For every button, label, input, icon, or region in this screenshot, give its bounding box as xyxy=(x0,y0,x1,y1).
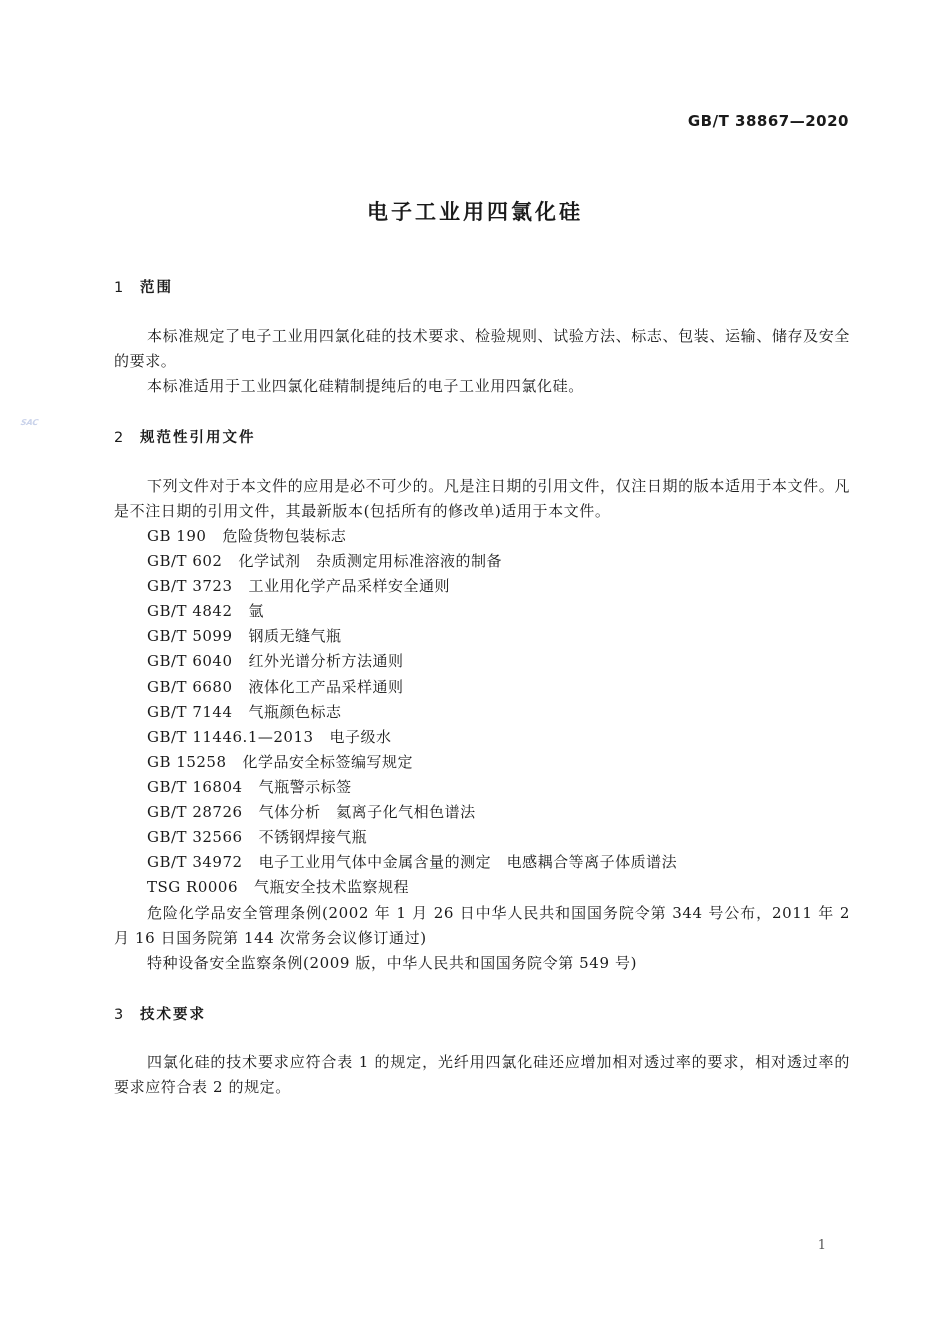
reference-name: 危险货物包装标志 xyxy=(222,527,347,545)
reference-code: GB/T 16804 xyxy=(147,777,243,796)
reference-item xyxy=(147,800,677,825)
reference-name: 气瓶颜色标志 xyxy=(248,702,342,721)
reference-code: TSG R0006 xyxy=(147,878,238,897)
reference-name: 工业用化学产品采样安全通则 xyxy=(248,577,451,596)
reference-name: 气体分析 氦离子化气相色谱法 xyxy=(258,803,476,822)
sac-watermark: SAC xyxy=(20,418,40,427)
normative-references-list xyxy=(147,524,677,900)
regulation-item: 危险化学品安全管理条例(2002 年 1 月 26 日中华人民共和国国务院令第 344 号公布，2011 年 2 月 16 日国务院第 144 次常务会议修订通过) xyxy=(114,904,850,947)
reference-name: 氩 xyxy=(248,602,265,621)
reference-code: GB/T 4842 xyxy=(147,602,233,621)
reference-item xyxy=(147,649,677,674)
section-2-heading xyxy=(114,426,256,447)
reference-code: GB/T 3723 xyxy=(147,577,233,596)
section-title: 规范性引用文件 xyxy=(140,430,256,446)
section-number: 3 xyxy=(114,1007,126,1023)
section-1-paragraph-2: 本标准适用于工业四氯化硅精制提纯后的电子工业用四氯化硅。 xyxy=(147,377,584,395)
regulation-item: 特种设备安全监察条例(2009 版，中华人民共和国国务院令第 549 号) xyxy=(147,954,638,972)
section-title: 技术要求 xyxy=(140,1007,206,1023)
reference-name: 钢质无缝气瓶 xyxy=(248,627,342,646)
section-3-heading xyxy=(114,1003,206,1024)
standard-code: GB/T 38867—2020 xyxy=(687,112,849,130)
reference-item xyxy=(147,725,677,750)
reference-code: GB/T 34972 xyxy=(147,853,243,872)
reference-code: GB/T 11446.1—2013 xyxy=(147,727,314,746)
reference-name: 气瓶警示标签 xyxy=(258,777,352,796)
reference-name: 化学试剂 杂质测定用标准溶液的制备 xyxy=(238,552,502,571)
reference-code: GB 190 xyxy=(147,527,207,545)
page-number: 1 xyxy=(817,1238,826,1253)
reference-item xyxy=(147,750,677,775)
reference-code: GB/T 32566 xyxy=(147,828,243,847)
reference-item xyxy=(147,624,677,649)
section-3-paragraph: 四氯化硅的技术要求应符合表 1 的规定，光纤用四氯化硅还应增加相对透过率的要求，相对透过率的要求应符合表 2 的规定。 xyxy=(114,1053,850,1096)
section-1-heading xyxy=(114,276,173,297)
reference-name: 气瓶安全技术监察规程 xyxy=(254,878,410,897)
section-1-paragraph-1: 本标准规定了电子工业用四氯化硅的技术要求、检验规则、试验方法、标志、包装、运输、储存及安全的要求。 xyxy=(114,327,850,370)
reference-item xyxy=(147,825,677,850)
reference-item xyxy=(147,850,677,875)
reference-item xyxy=(147,599,677,624)
reference-name: 电子工业用气体中金属含量的测定 电感耦合等离子体质谱法 xyxy=(258,853,678,872)
reference-code: GB 15258 xyxy=(147,752,227,771)
reference-item xyxy=(147,700,677,725)
reference-code: GB/T 6040 xyxy=(147,652,233,671)
reference-code: GB/T 7144 xyxy=(147,702,233,721)
reference-item xyxy=(147,574,677,599)
reference-item xyxy=(147,675,677,700)
reference-name: 红外光谱分析方法通则 xyxy=(248,652,404,671)
document-title: 电子工业用四氯化硅 xyxy=(367,200,583,224)
reference-code: GB/T 28726 xyxy=(147,803,243,822)
reference-name: 化学品安全标签编写规定 xyxy=(242,752,414,771)
reference-code: GB/T 5099 xyxy=(147,627,233,646)
reference-name: 不锈钢焊接气瓶 xyxy=(258,828,368,847)
reference-name: 电子级水 xyxy=(329,727,392,746)
reference-name: 液体化工产品采样通则 xyxy=(248,677,404,696)
reference-item xyxy=(147,875,677,900)
section-title: 范围 xyxy=(140,280,173,296)
section-number: 1 xyxy=(114,280,126,296)
reference-item xyxy=(147,549,677,574)
reference-item xyxy=(147,775,677,800)
section-2-intro: 下列文件对于本文件的应用是必不可少的。凡是注日期的引用文件，仅注日期的版本适用于本文件。凡是不注日期的引用文件，其最新版本(包括所有的修改单)适用于本文件。 xyxy=(114,477,850,520)
section-number: 2 xyxy=(114,430,126,446)
reference-code: GB/T 6680 xyxy=(147,677,233,696)
reference-code: GB/T 602 xyxy=(147,552,223,571)
reference-item xyxy=(147,524,677,549)
